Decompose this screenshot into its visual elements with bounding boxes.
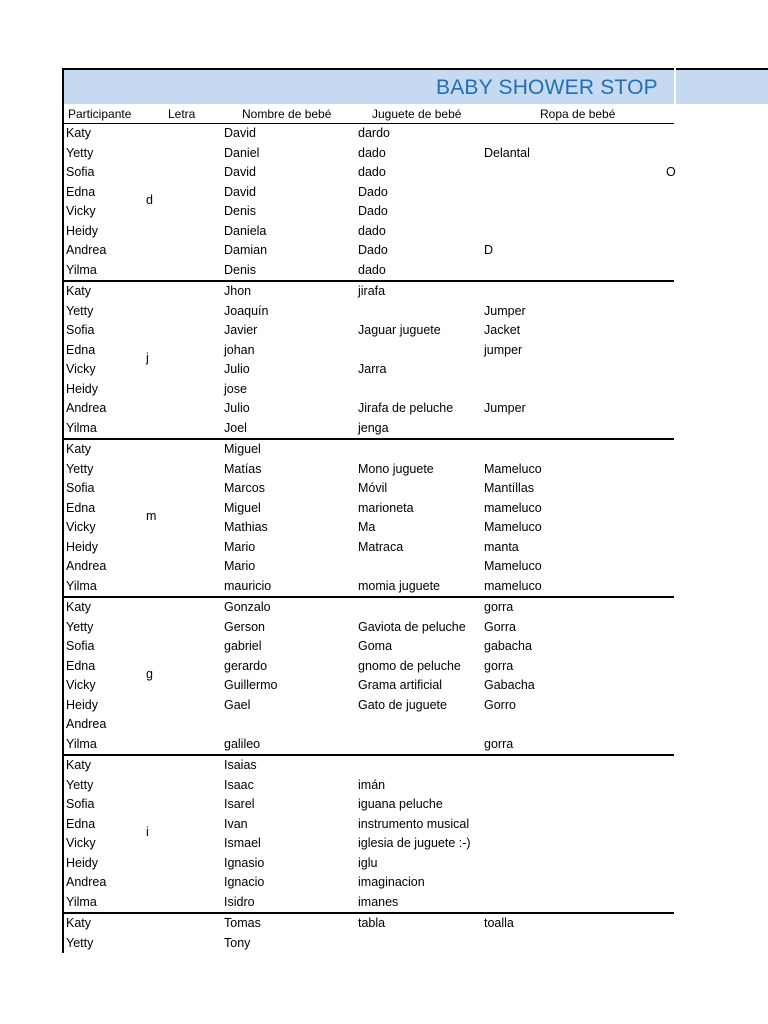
- participante-cell[interactable]: Katy: [66, 758, 92, 772]
- extra-cell[interactable]: O: [666, 165, 676, 179]
- participante-cell[interactable]: Heidy: [66, 381, 98, 396]
- juguete-cell[interactable]: dado: [358, 223, 386, 238]
- sheet-title: BABY SHOWER STOP: [436, 76, 658, 99]
- participante-cell[interactable]: Yetty: [66, 145, 94, 160]
- letra-cell[interactable]: i: [146, 825, 149, 839]
- participante-cell[interactable]: Vicky: [66, 678, 96, 692]
- table-row[interactable]: [64, 618, 674, 638]
- nombre-cell[interactable]: Julio: [224, 401, 250, 415]
- participante-cell[interactable]: Yetty: [66, 619, 94, 634]
- participante-cell[interactable]: Heidy: [66, 223, 98, 238]
- juguete-cell[interactable]: dado: [358, 262, 386, 277]
- table-row[interactable]: [64, 360, 674, 380]
- participante-cell[interactable]: Heidy: [66, 855, 98, 870]
- letter-group: [64, 756, 674, 914]
- table-row[interactable]: [64, 577, 674, 597]
- nombre-cell[interactable]: Ignasio: [224, 855, 265, 870]
- header-juguete: Juguete de bebé: [372, 107, 462, 121]
- nombre-cell[interactable]: Daniela: [224, 223, 267, 238]
- table-row[interactable]: [64, 756, 674, 776]
- participante-cell[interactable]: Edna: [66, 658, 96, 673]
- title-bar: [62, 68, 768, 104]
- table-row[interactable]: [64, 282, 674, 302]
- nombre-cell[interactable]: Denis: [224, 262, 256, 277]
- nombre-cell[interactable]: David: [224, 126, 256, 140]
- nombre-cell[interactable]: Matías: [224, 461, 262, 476]
- table-row[interactable]: [64, 815, 674, 835]
- participante-cell[interactable]: Katy: [66, 442, 92, 456]
- header-participante: Participante: [68, 107, 132, 121]
- nombre-cell[interactable]: johan: [224, 342, 255, 357]
- juguete-cell[interactable]: iguana peluche: [358, 797, 443, 811]
- nombre-cell[interactable]: Tony: [224, 935, 251, 950]
- juguete-cell[interactable]: Matraca: [358, 539, 404, 554]
- juguete-cell[interactable]: tabla: [358, 916, 386, 930]
- nombre-cell[interactable]: Daniel: [224, 145, 260, 160]
- ropa-cell[interactable]: Gorra: [484, 619, 516, 634]
- title-divider: [674, 68, 676, 104]
- letra-cell[interactable]: m: [146, 509, 157, 523]
- nombre-cell[interactable]: Ismael: [224, 836, 261, 850]
- table-row[interactable]: [64, 302, 674, 322]
- juguete-cell[interactable]: iglesia de juguete :-): [358, 836, 471, 850]
- juguete-cell[interactable]: marioneta: [358, 500, 414, 515]
- table-row[interactable]: [64, 934, 674, 954]
- table-row[interactable]: [64, 341, 674, 361]
- header-letra: Letra: [168, 107, 196, 121]
- nombre-cell[interactable]: Javier: [224, 323, 258, 337]
- nombre-cell[interactable]: Miguel: [224, 500, 261, 515]
- header-row: [62, 104, 674, 124]
- participante-cell[interactable]: Yetty: [66, 303, 94, 318]
- participante-cell[interactable]: Edna: [66, 184, 96, 199]
- table-row[interactable]: [64, 321, 674, 341]
- table-row[interactable]: [64, 696, 674, 716]
- juguete-cell[interactable]: Móvil: [358, 481, 388, 495]
- nombre-cell[interactable]: Isaias: [224, 758, 257, 772]
- table-row[interactable]: [64, 479, 674, 499]
- header-nombre: Nombre de bebé: [242, 107, 332, 121]
- nombre-cell[interactable]: Gael: [224, 697, 251, 712]
- juguete-cell[interactable]: imanes: [358, 894, 399, 909]
- nombre-cell[interactable]: Damian: [224, 243, 268, 257]
- letter-group: [64, 598, 674, 756]
- juguete-cell[interactable]: jirafa: [358, 284, 386, 298]
- table-row[interactable]: [64, 637, 674, 657]
- table-row[interactable]: [64, 735, 674, 755]
- table-row[interactable]: [64, 241, 674, 261]
- juguete-cell[interactable]: Jirafa de peluche: [358, 401, 454, 415]
- table-row[interactable]: [64, 124, 674, 144]
- juguete-cell[interactable]: imán: [358, 777, 386, 792]
- nombre-cell[interactable]: Gonzalo: [224, 600, 271, 614]
- nombre-cell[interactable]: gerardo: [224, 658, 268, 673]
- ropa-cell[interactable]: Mameluco: [484, 461, 542, 476]
- table-row[interactable]: [64, 873, 674, 893]
- participante-cell[interactable]: Sofia: [66, 165, 95, 179]
- juguete-cell[interactable]: Jaguar juguete: [358, 323, 441, 337]
- participante-cell[interactable]: Yilma: [66, 262, 97, 277]
- participante-cell[interactable]: Andrea: [66, 717, 107, 731]
- ropa-cell[interactable]: manta: [484, 539, 519, 554]
- ropa-cell[interactable]: Gorro: [484, 697, 516, 712]
- participante-cell[interactable]: Sofia: [66, 797, 95, 811]
- juguete-cell[interactable]: gnomo de peluche: [358, 658, 461, 673]
- table-row[interactable]: [64, 795, 674, 815]
- nombre-cell[interactable]: Isarel: [224, 797, 255, 811]
- table-row[interactable]: [64, 183, 674, 203]
- table-row[interactable]: [64, 598, 674, 618]
- nombre-cell[interactable]: Tomas: [224, 916, 261, 930]
- participante-cell[interactable]: Edna: [66, 342, 96, 357]
- nombre-cell[interactable]: galileo: [224, 736, 261, 751]
- participante-cell[interactable]: Sofia: [66, 639, 95, 653]
- letter-group: [64, 124, 674, 282]
- nombre-cell[interactable]: Isaac: [224, 777, 254, 792]
- table-row[interactable]: [64, 202, 674, 222]
- nombre-cell[interactable]: Ignacio: [224, 875, 265, 889]
- juguete-cell[interactable]: dardo: [358, 126, 390, 140]
- ropa-cell[interactable]: mameluco: [484, 500, 542, 515]
- nombre-cell[interactable]: Denis: [224, 204, 256, 218]
- juguete-cell[interactable]: Goma: [358, 639, 393, 653]
- table-row[interactable]: [64, 419, 674, 439]
- ropa-cell[interactable]: Gabacha: [484, 678, 535, 692]
- table-row[interactable]: [64, 834, 674, 854]
- nombre-cell[interactable]: Ivan: [224, 816, 248, 831]
- letter-group: [64, 914, 674, 953]
- participante-cell[interactable]: Sofia: [66, 481, 95, 495]
- table-row[interactable]: [64, 914, 674, 934]
- participante-cell[interactable]: Katy: [66, 126, 92, 140]
- nombre-cell[interactable]: Isidro: [224, 894, 255, 909]
- participante-cell[interactable]: Yetty: [66, 935, 94, 950]
- juguete-cell[interactable]: jenga: [358, 420, 389, 435]
- participante-cell[interactable]: Yilma: [66, 736, 97, 751]
- ropa-cell[interactable]: toalla: [484, 916, 514, 930]
- nombre-cell[interactable]: Miguel: [224, 442, 261, 456]
- participante-cell[interactable]: Vicky: [66, 204, 96, 218]
- participante-cell[interactable]: Edna: [66, 816, 96, 831]
- letter-group: [64, 440, 674, 598]
- participante-cell[interactable]: Yilma: [66, 420, 97, 435]
- participante-cell[interactable]: Vicky: [66, 362, 96, 376]
- letter-group: [64, 282, 674, 440]
- participante-cell[interactable]: Andrea: [66, 875, 107, 889]
- ropa-cell[interactable]: mameluco: [484, 578, 542, 593]
- juguete-cell[interactable]: Dado: [358, 243, 388, 257]
- nombre-cell[interactable]: Guillermo: [224, 678, 278, 692]
- table-row[interactable]: [64, 557, 674, 577]
- letra-cell[interactable]: j: [146, 351, 149, 365]
- nombre-cell[interactable]: Gerson: [224, 619, 265, 634]
- participante-cell[interactable]: Yetty: [66, 461, 94, 476]
- juguete-cell[interactable]: dado: [358, 165, 386, 179]
- table-row[interactable]: [64, 399, 674, 419]
- participante-cell[interactable]: Andrea: [66, 401, 107, 415]
- participante-cell[interactable]: Vicky: [66, 836, 96, 850]
- table-row[interactable]: [64, 893, 674, 913]
- header-ropa: Ropa de bebé: [540, 107, 616, 121]
- table-row[interactable]: [64, 538, 674, 558]
- ropa-cell[interactable]: Jumper: [484, 401, 526, 415]
- nombre-cell[interactable]: Mario: [224, 539, 256, 554]
- letra-cell[interactable]: g: [146, 667, 153, 681]
- nombre-cell[interactable]: David: [224, 184, 256, 199]
- juguete-cell[interactable]: instrumento musical: [358, 816, 470, 831]
- table-row[interactable]: [64, 460, 674, 480]
- table-row[interactable]: [64, 380, 674, 400]
- participante-cell[interactable]: Edna: [66, 500, 96, 515]
- participante-cell[interactable]: Andrea: [66, 559, 107, 573]
- nombre-cell[interactable]: Jhon: [224, 284, 252, 298]
- juguete-cell[interactable]: Dado: [358, 184, 388, 199]
- participante-cell[interactable]: Katy: [66, 600, 92, 614]
- participante-cell[interactable]: Yilma: [66, 578, 97, 593]
- ropa-cell[interactable]: D: [484, 243, 494, 257]
- ropa-cell[interactable]: Mameluco: [484, 559, 542, 573]
- nombre-cell[interactable]: Joel: [224, 420, 247, 435]
- table-row[interactable]: [64, 144, 674, 164]
- table-row[interactable]: [64, 222, 674, 242]
- ropa-cell[interactable]: gorra: [484, 736, 514, 751]
- participante-cell[interactable]: Heidy: [66, 697, 98, 712]
- juguete-cell[interactable]: imaginacion: [358, 875, 425, 889]
- juguete-cell[interactable]: dado: [358, 145, 386, 160]
- ropa-cell[interactable]: Delantal: [484, 145, 530, 160]
- nombre-cell[interactable]: Marcos: [224, 481, 265, 495]
- nombre-cell[interactable]: Julio: [224, 362, 250, 376]
- nombre-cell[interactable]: Mathias: [224, 520, 268, 534]
- nombre-cell[interactable]: Mario: [224, 559, 256, 573]
- table-row[interactable]: [64, 440, 674, 460]
- juguete-cell[interactable]: momia juguete: [358, 578, 440, 593]
- juguete-cell[interactable]: iglu: [358, 855, 378, 870]
- participante-cell[interactable]: Sofia: [66, 323, 95, 337]
- ropa-cell[interactable]: Mantíllas: [484, 481, 535, 495]
- participante-cell[interactable]: Katy: [66, 916, 92, 930]
- juguete-cell[interactable]: Grama artificial: [358, 678, 443, 692]
- ropa-cell[interactable]: Jumper: [484, 303, 526, 318]
- table-row[interactable]: [64, 163, 674, 183]
- juguete-cell[interactable]: Dado: [358, 204, 388, 218]
- participante-cell[interactable]: Vicky: [66, 520, 96, 534]
- table-row[interactable]: [64, 657, 674, 677]
- juguete-cell[interactable]: Ma: [358, 520, 376, 534]
- juguete-cell[interactable]: Gaviota de peluche: [358, 619, 466, 634]
- table-body: [62, 124, 674, 953]
- juguete-cell[interactable]: Mono juguete: [358, 461, 434, 476]
- letra-cell[interactable]: d: [146, 193, 153, 207]
- ropa-cell[interactable]: gabacha: [484, 639, 532, 653]
- ropa-cell[interactable]: Mameluco: [484, 520, 542, 534]
- table-row[interactable]: [64, 854, 674, 874]
- table-row[interactable]: [64, 261, 674, 281]
- nombre-cell[interactable]: Joaquín: [224, 303, 269, 318]
- table-row[interactable]: [64, 776, 674, 796]
- ropa-cell[interactable]: gorra: [484, 658, 514, 673]
- nombre-cell[interactable]: mauricio: [224, 578, 272, 593]
- juguete-cell[interactable]: Jarra: [358, 362, 387, 376]
- participante-cell[interactable]: Yilma: [66, 894, 97, 909]
- nombre-cell[interactable]: jose: [224, 381, 247, 396]
- ropa-cell[interactable]: gorra: [484, 600, 514, 614]
- ropa-cell[interactable]: jumper: [484, 342, 523, 357]
- participante-cell[interactable]: Katy: [66, 284, 92, 298]
- table-row[interactable]: [64, 715, 674, 735]
- ropa-cell[interactable]: Jacket: [484, 323, 521, 337]
- nombre-cell[interactable]: gabriel: [224, 639, 262, 653]
- nombre-cell[interactable]: David: [224, 165, 256, 179]
- participante-cell[interactable]: Andrea: [66, 243, 107, 257]
- participante-cell[interactable]: Heidy: [66, 539, 98, 554]
- table-row[interactable]: [64, 676, 674, 696]
- participante-cell[interactable]: Yetty: [66, 777, 94, 792]
- juguete-cell[interactable]: Gato de juguete: [358, 697, 447, 712]
